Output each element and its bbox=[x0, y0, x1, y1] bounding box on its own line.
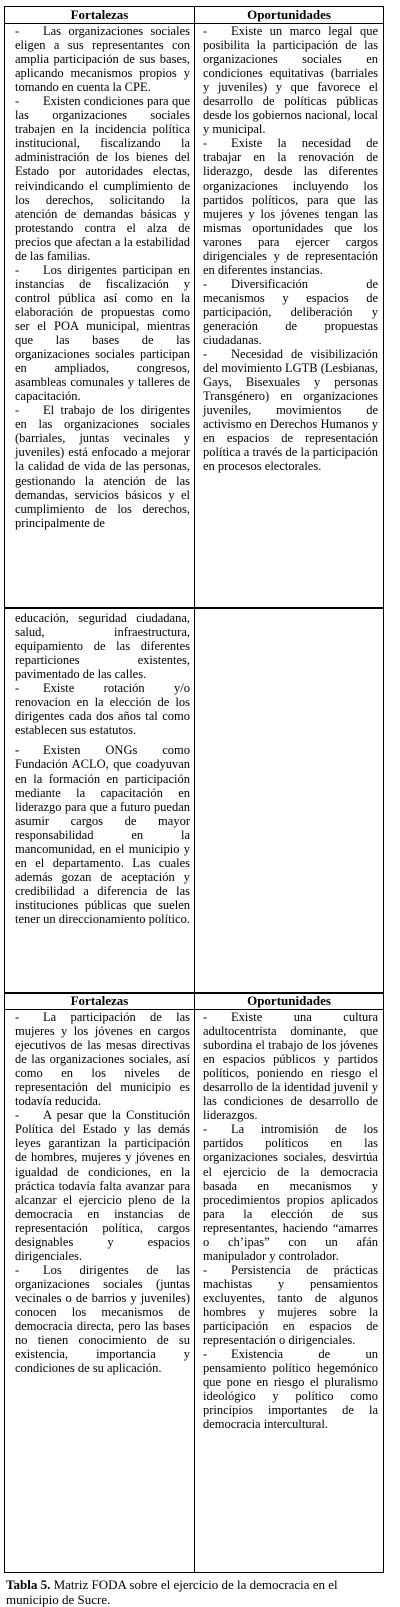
list-item: - Diversificación de mecanismos y espacios de participación, deliberación y generación de propuestas ciudadanas. bbox=[203, 276, 378, 348]
list-item-continuation: educación, seguridad ciudadana, salud, infraestructura, equipamiento de las diferentes reparticiones existentes, pavimentado de las calles. bbox=[15, 611, 190, 682]
table-caption bbox=[6, 1577, 376, 1607]
strengths-list bbox=[5, 24, 194, 607]
list-item: - Existen condiciones para que las organizaciones sociales trabajen en la incidencia política institucional, fiscalizando la administración de los bienes del Estado por autoridades electas, reivindicando el cumplimiento de los derechos, solicitando la atención de demandas básicas y protestando contra el alza de precios que afectan a la estabilidad de las familias. bbox=[15, 94, 190, 263]
list-item: - Existen ONGs como Fundación ACLO, que coadyuvan en la formación en participación mediante la capacitación en liderazgo para que a futuro puedan asumir cargos de mayor responsabilidad en la mancomunidad, en el municipio y en el departamento. Las cuales además gozan de aceptación y credibilidad a diferencia de las instituciones públicas que suelen tener un direccionamiento político. bbox=[15, 743, 190, 926]
list-item: - La participación de las mujeres y los jóvenes en cargos ejecutivos de las mesas directivas de las organizaciones sociales, así como en los niveles de representación del municipio es todavía reducida. bbox=[15, 1010, 190, 1109]
opportunities-header-repeat: Oportunidades bbox=[195, 993, 383, 1010]
list-item: - El trabajo de los dirigentes en las organizaciones sociales (barriales, juntas vecinales y juveniles) está enfocado a mejorar la calidad de vida de las personas, gestionando la atención de las demandas, servicios básicos y el cumplimiento de los derechos, principalmente de bbox=[15, 403, 190, 530]
list-item: - A pesar que la Constitución Política del Estado y las demás leyes garantizan la participación de hombres, mujeres y jóvenes en igualdad de condiciones, en la práctica todavía falta avanzar para alcanzar el ejercicio pleno de la democracia en instancias de representación política, cargos designables y espacios dirigenciales. bbox=[15, 1108, 190, 1263]
weaknesses-column bbox=[5, 993, 195, 1572]
threats-column bbox=[195, 993, 383, 1572]
list-item: - Existencia de un pensamiento político hegemónico que pone en riesgo el pluralismo ideológico y político como principios importantes de la democracia intercultural. bbox=[203, 1347, 378, 1432]
strengths-header: Fortalezas bbox=[5, 7, 194, 24]
list-item: - Persistencia de prácticas machistas y pensamientos excluyentes, tanto de algunos hombres y mujeres sobre la participación en espacios de representación o dirigenciales. bbox=[203, 1262, 378, 1348]
table-block-1 bbox=[4, 6, 384, 608]
strengths-list-continued bbox=[5, 611, 194, 993]
list-item: - Los dirigentes participan en instancias de fiscalización y control pública así como en la elaboración de propuestas como ser el POA municipal, mientras que las bases de las organizaciones sociales participan en ampliados, congresos, asambleas comunales y talleres de capacitación. bbox=[15, 262, 190, 404]
caption-label: Tabla 5. bbox=[6, 1577, 51, 1592]
list-item: - Necesidad de visibilización del movimiento LGTB (Lesbianas, Gays, Bisexuales y personas Transgénero) en organizaciones juveniles, movimientos de activismo en Derechos Humanos y en espacios de representación política a través de la participación en procesos electorales. bbox=[203, 347, 378, 474]
list-item: - Existe un marco legal que posibilita la participación de las organizaciones sociales en condiciones equitativas (barriales y juveniles) y que favorece el desarrollo de políticas públicas desde los gobiernos nacional, local y municipal. bbox=[203, 24, 378, 137]
caption-text: Matriz FODA sobre el ejercicio de la democracia en el municipio de Sucre. bbox=[6, 1577, 338, 1607]
table-block-2 bbox=[4, 608, 384, 994]
strengths-header-repeat: Fortalezas bbox=[5, 993, 194, 1010]
list-item: - Las organizaciones sociales eligen a sus representantes con amplia participación de sus bases, aplicando mecanismos propios y tomando en cuenta la CPE. bbox=[15, 24, 190, 95]
opportunities-column bbox=[195, 7, 383, 607]
strengths-column-continued bbox=[5, 609, 195, 993]
weaknesses-list bbox=[5, 1010, 194, 1572]
list-item: - La intromisión de los partidos políticos en las organizaciones sociales, desvirtúa el ejercicio de la democracia basada en mecanismos y procedimientos propios aplicados para la elección de sus representantes, haciendo “amarres o ch’ipas” con un afán manipulador y controlador. bbox=[203, 1122, 378, 1263]
opportunities-list bbox=[195, 24, 383, 607]
threats-list bbox=[195, 1010, 383, 1572]
list-item: - Existe la necesidad de trabajar en la renovación de liderazgo, desde las diferentes organizaciones incluyendo los partidos políticos, para que las mujeres y los jóvenes tengan las mismas oportunidades que los varones para ejercer cargos dirigenciales y de representación en diferentes instancias. bbox=[203, 136, 378, 277]
opportunities-header: Oportunidades bbox=[195, 7, 383, 24]
list-item: - Existe una cultura adultocentrista dominante, que subordina el trabajo de los jóvenes en espacios públicos y partidos políticos, poniendo en riesgo el desarrollo de la identidad juvenil y las condiciones de desarrollo de liderazgos. bbox=[203, 1010, 378, 1123]
opportunities-column-continued bbox=[195, 609, 383, 993]
list-item: - Los dirigentes de las organizaciones sociales (juntas vecinales o de barrios y juveniles) conocen los mecanismos de democracia directa, pero las bases no tienen conocimiento de su existencia, importancia y condiciones de su aplicación. bbox=[15, 1262, 190, 1376]
list-item: - Existe rotación y/o renovacion en la elección de los dirigentes cada dos años tal como establecen sus estatutos. bbox=[15, 681, 190, 738]
table-block-3 bbox=[4, 992, 384, 1573]
strengths-column bbox=[5, 7, 195, 607]
